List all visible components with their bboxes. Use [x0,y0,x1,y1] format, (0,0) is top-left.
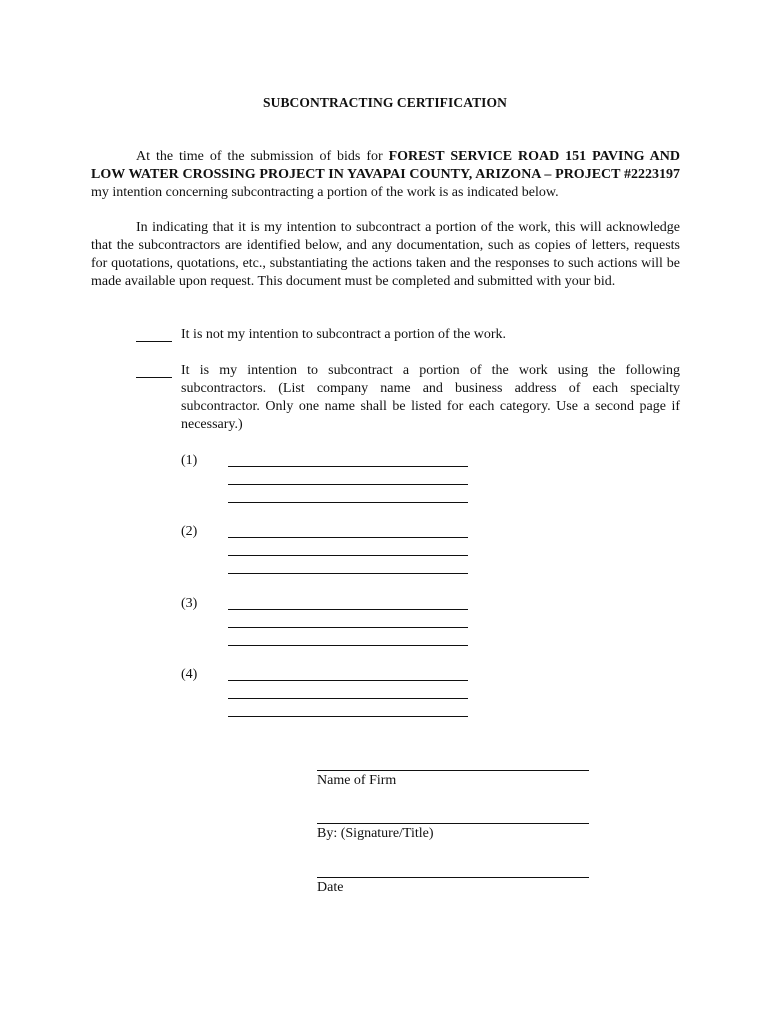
subcontractor-line[interactable] [228,627,468,628]
subcontractor-line[interactable] [228,466,468,467]
subcontractor-line[interactable] [228,609,468,610]
subcontractor-number: (2) [181,524,198,539]
option-no-subcontract-checkbox-line[interactable] [136,340,172,342]
subcontractor-line[interactable] [228,698,468,699]
intro-paragraph [91,148,680,202]
subcontractor-line[interactable] [228,537,468,538]
signature-line[interactable] [317,823,589,824]
date-label: Date [317,880,344,895]
subcontractor-line[interactable] [228,680,468,681]
acknowledgement-paragraph: In indicating that it is my intention to subcontract a portion of the work, this will acknowledge that the subcontractors are identified below, and any documentation, such as copies of letters, requests for quotations, quotations, etc., substantiating the actions taken and the responses to such actions will be made available upon request. This document must be completed and submitted with your bid. [91,220,680,289]
name-of-firm-label: Name of Firm [317,773,397,788]
subcontractor-line[interactable] [228,716,468,717]
option-no-subcontract-text: It is not my intention to subcontract a portion of the work. [181,327,507,342]
subcontractor-line[interactable] [228,502,468,503]
subcontractor-line[interactable] [228,555,468,556]
subcontractor-number: (1) [181,453,198,468]
option-subcontract-text: It is my intention to subcontract a portion of the work using the following subcontractors. (List company name and business address of each specialty subcontractor. Only one name shall be listed for each category. Use a second page if necessary.) [181,363,680,432]
option-subcontract-checkbox-line[interactable] [136,376,172,378]
name-of-firm-line[interactable] [317,770,589,771]
date-line[interactable] [317,877,589,878]
intro-suffix: my intention concerning subcontracting a portion of the work is as indicated below. [91,185,559,200]
subcontractor-number: (4) [181,667,198,682]
subcontractor-line[interactable] [228,573,468,574]
project-name: FOREST SERVICE ROAD 151 PAVING AND LOW WATER CROSSING PROJECT IN YAVAPAI COUNTY, ARIZONA – PROJECT #2223197 [91,149,681,182]
subcontractor-line[interactable] [228,645,468,646]
subcontractor-number: (3) [181,596,198,611]
intro-prefix: At the time of the submission of bids for [136,149,389,164]
subcontractor-line[interactable] [228,484,468,485]
signature-label: By: (Signature/Title) [317,826,434,841]
document-title: SUBCONTRACTING CERTIFICATION [263,95,507,110]
